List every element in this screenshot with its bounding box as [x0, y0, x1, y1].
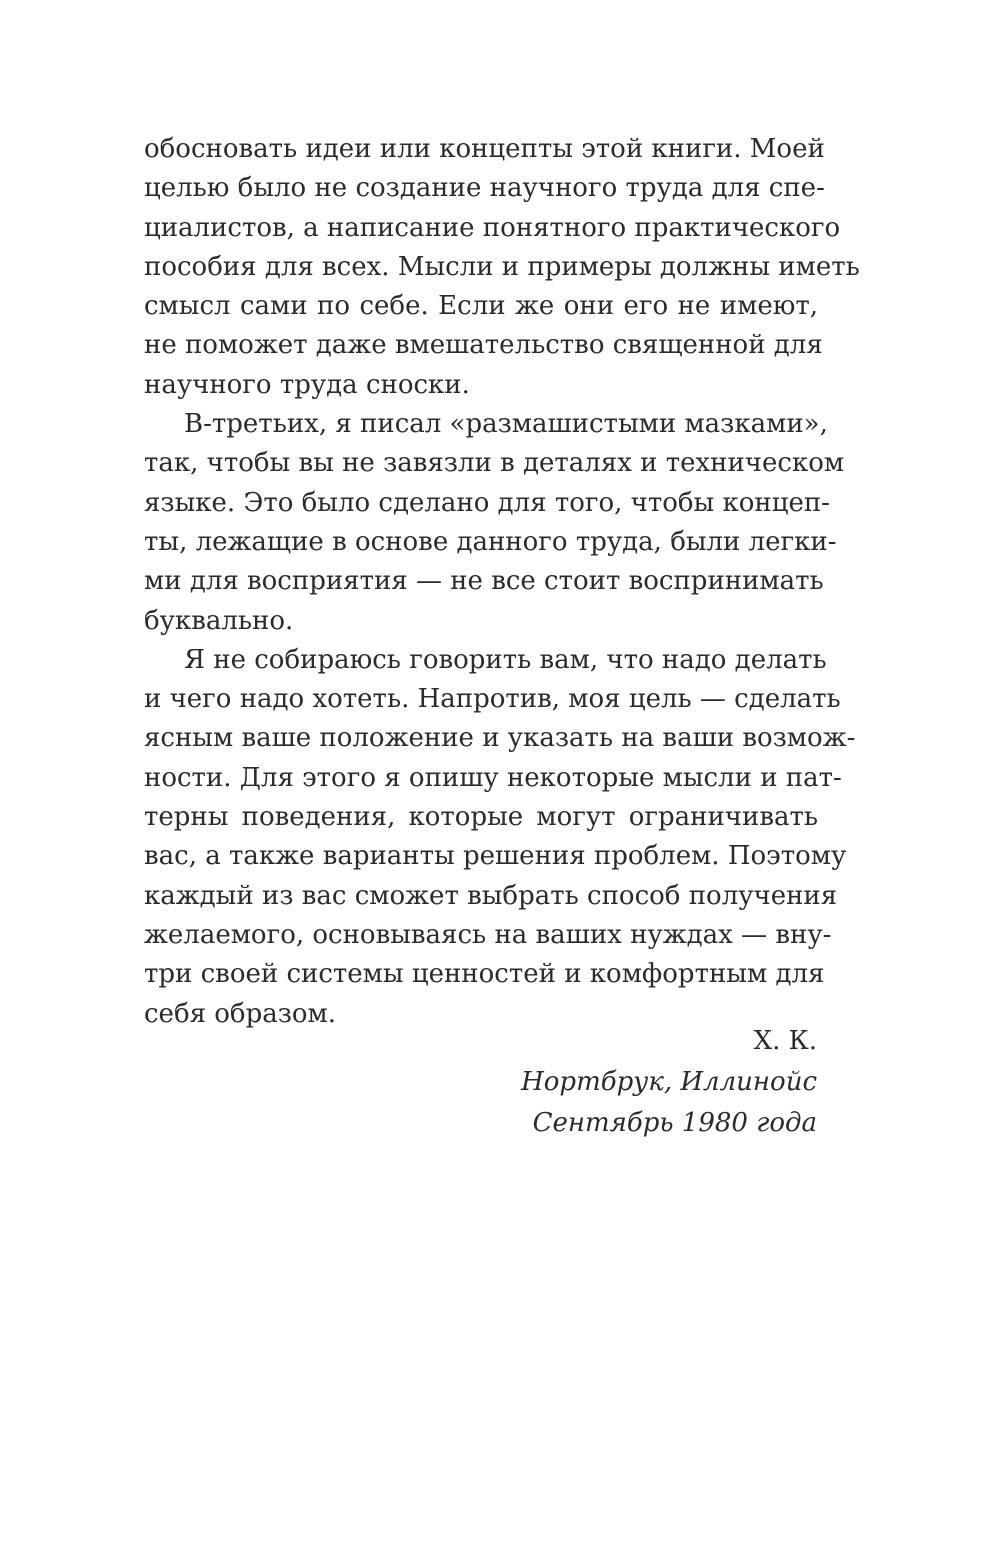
- text-line: научного труда сноски.: [144, 369, 470, 400]
- text-line: так, чтобы вы не завязли в деталях и техническом: [144, 448, 845, 479]
- text-line: обосновать идеи или концепты этой книги. Моей: [144, 134, 825, 164]
- text-line: терны поведения, которые могут ограничивать: [144, 802, 818, 833]
- text-line: и чего надо хотеть. Напротив, моя цель — сделать: [144, 684, 841, 715]
- text-line: целью было не создание научного труда для спе-: [144, 173, 825, 204]
- signature-place: Нортбрук, Иллинойс: [521, 1067, 817, 1097]
- text-line: ности. Для этого я опишу некоторые мысли и пат-: [144, 762, 842, 793]
- author-initials: Х. К.: [753, 1026, 817, 1056]
- signature-block: [521, 1021, 817, 1144]
- text-line: каждый из вас сможет выбрать способ получения: [144, 880, 838, 911]
- body-text: [144, 130, 860, 1034]
- text-line: смысл сами по себе. Если же они его не имеют,: [144, 291, 818, 322]
- text-line: ясным ваше положение и указать на ваши возмож-: [144, 723, 856, 754]
- text-line: пособия для всех. Мысли и примеры должны иметь: [144, 251, 860, 282]
- text-line: не поможет даже вмешательство священной для: [144, 330, 823, 361]
- text-line: циалистов, а написание понятного практического: [144, 212, 841, 243]
- text-line: желаемого, основываясь на ваших нуждах — вну-: [144, 919, 832, 950]
- text-line: ты, лежащие в основе данного труда, были легки-: [144, 526, 837, 557]
- signature-date: Сентябрь 1980 года: [532, 1108, 817, 1138]
- text-line: Я не собираюсь говорить вам, что надо делать: [184, 644, 827, 675]
- text-line: языке. Это было сделано для того, чтобы концеп-: [144, 487, 830, 518]
- text-line: вас, а также варианты решения проблем. Поэтому: [144, 841, 847, 872]
- paragraph-3: [144, 641, 856, 1034]
- text-line: три своей системы ценностей и комфортным для: [144, 959, 825, 990]
- text-line: ми для восприятия — не все стоит воспринимать: [144, 566, 824, 597]
- text-line: буквально.: [144, 605, 294, 636]
- text-line: себя образом.: [144, 998, 337, 1029]
- paragraph-1: [144, 130, 860, 405]
- paragraph-2: [144, 405, 845, 641]
- text-line: В-третьих, я писал «размашистыми мазками»,: [184, 409, 828, 440]
